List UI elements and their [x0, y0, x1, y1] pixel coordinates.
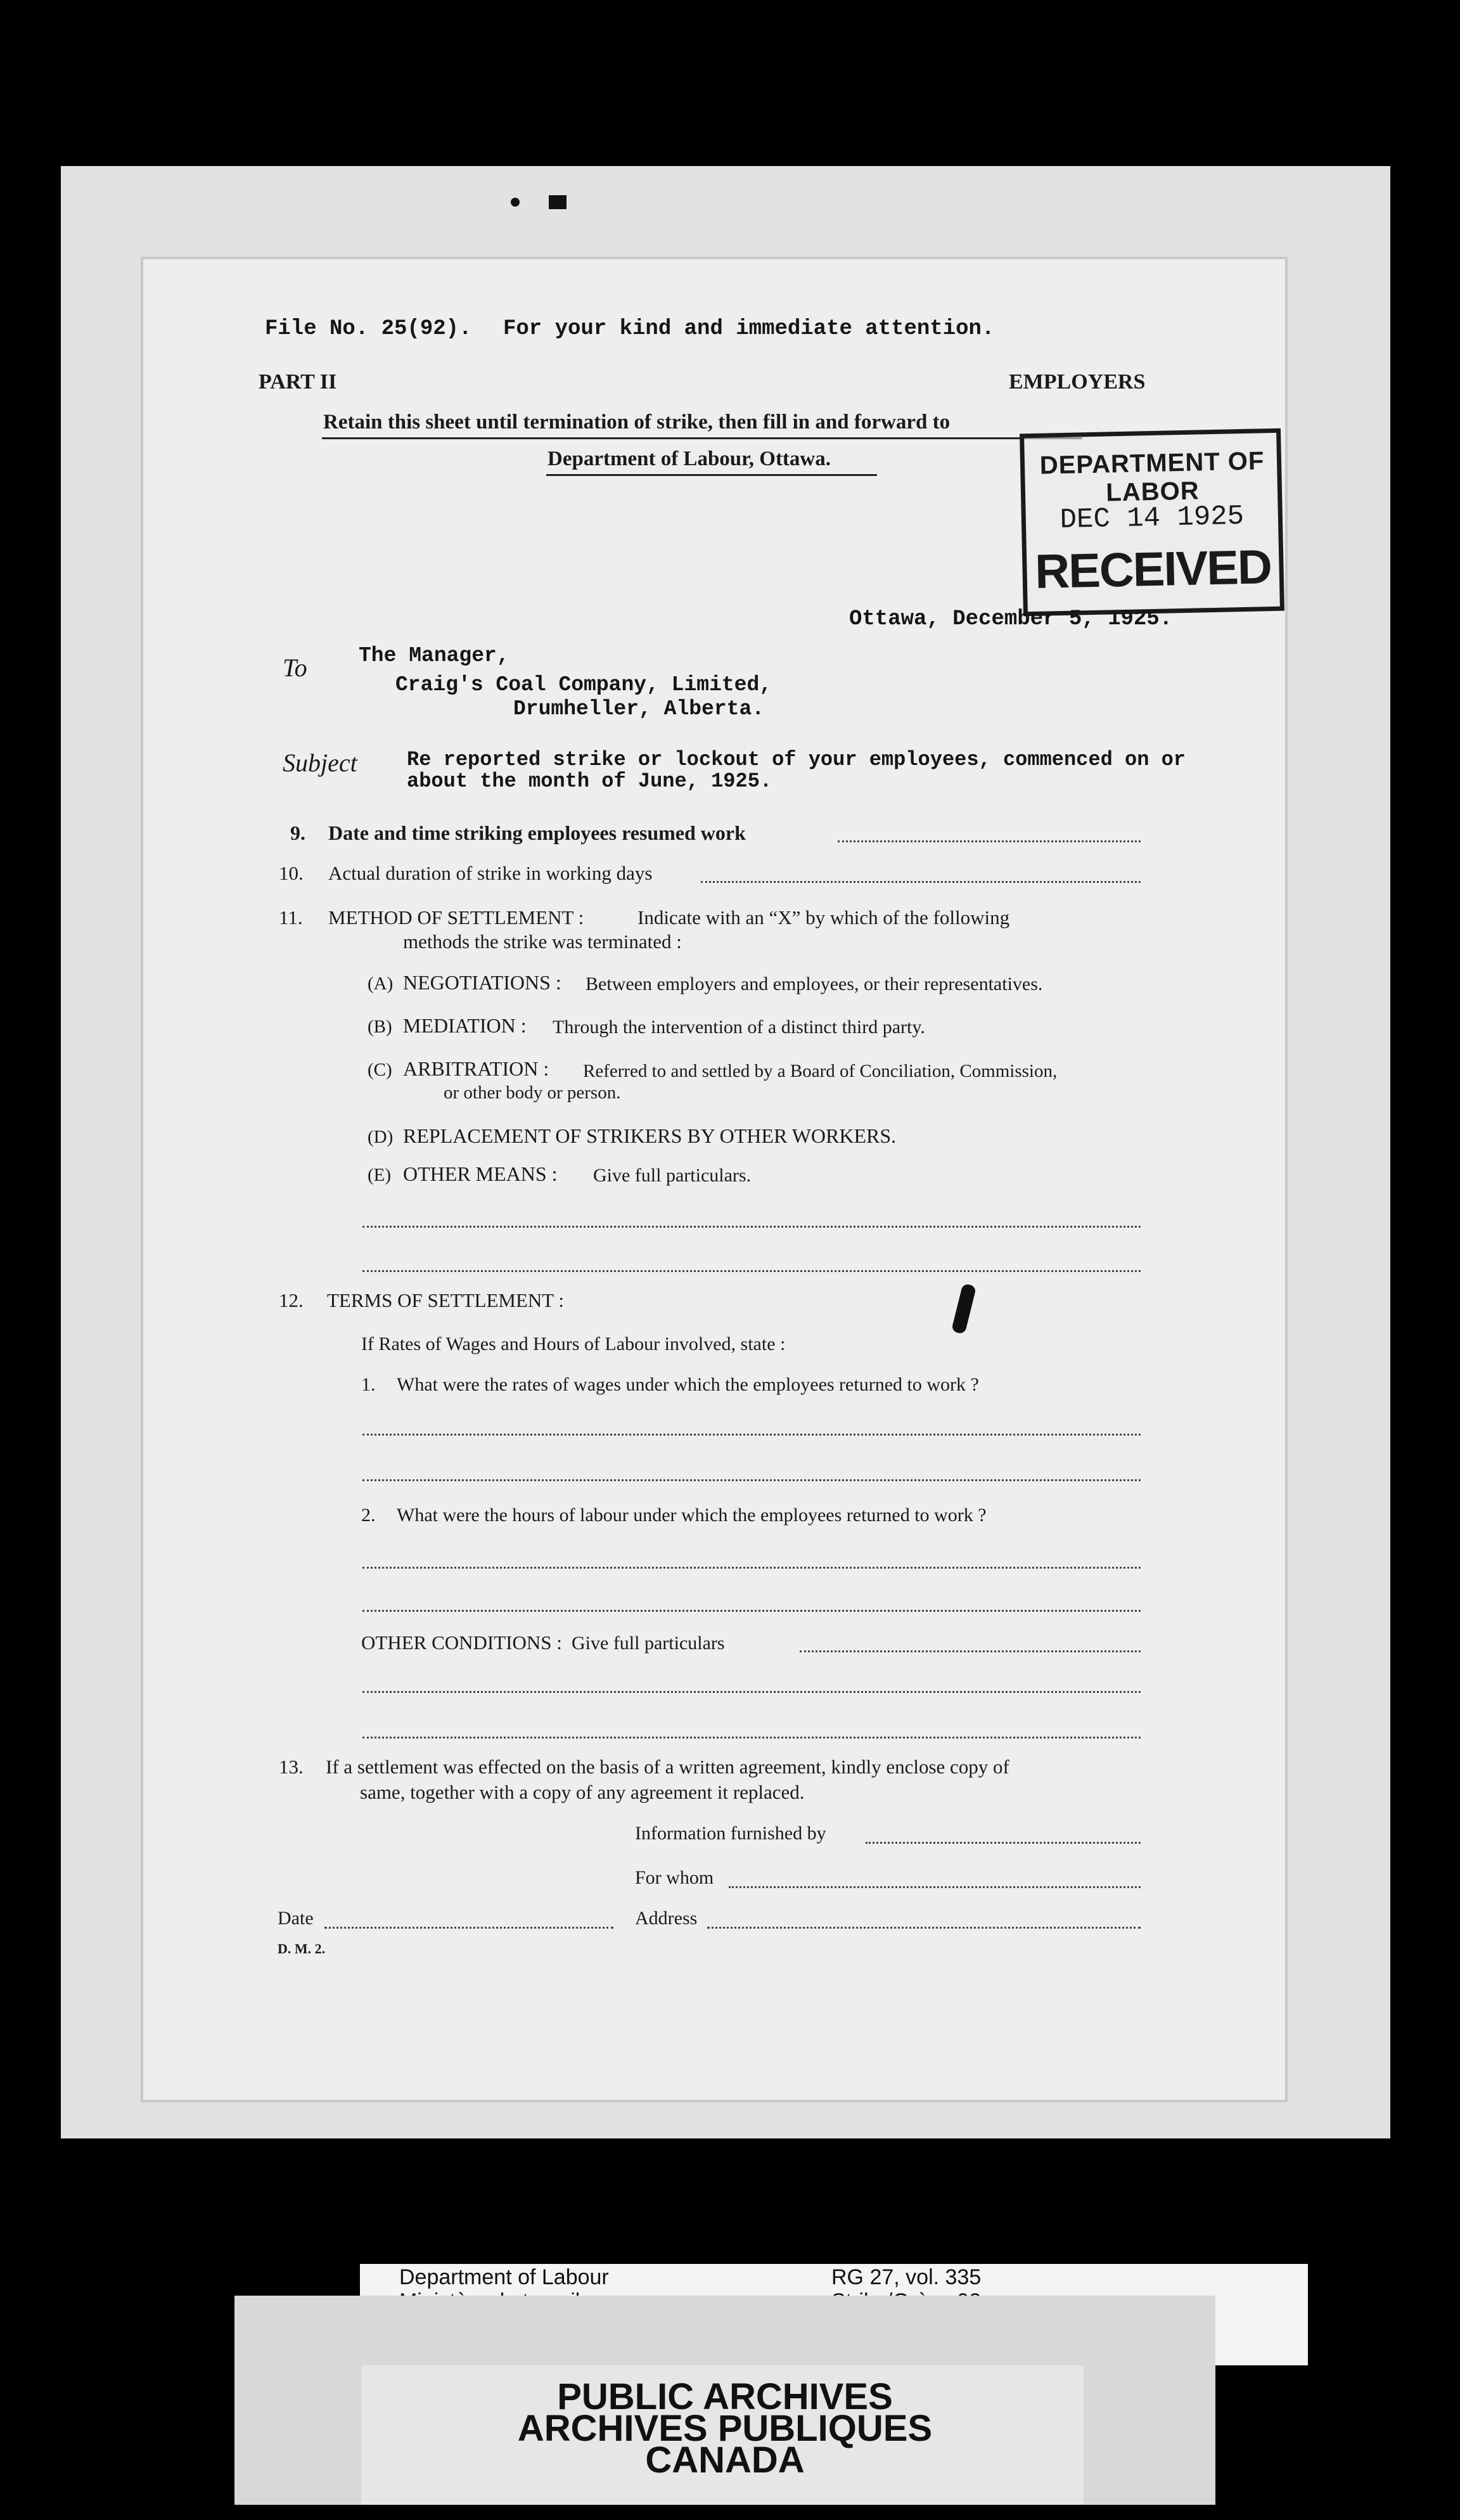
instruction-underline — [322, 437, 1082, 439]
q11-heading: METHOD OF SETTLEMENT : — [328, 906, 584, 929]
option-a-heading[interactable]: NEGOTIATIONS : — [403, 971, 561, 994]
archives-line-3: CANADA — [645, 2440, 805, 2481]
option-e-text: Give full particulars. — [593, 1165, 752, 1186]
option-e-answer-line[interactable] — [362, 1270, 1141, 1272]
option-c-letter: (C) — [368, 1060, 392, 1080]
q12-heading: TERMS OF SETTLEMENT : — [327, 1289, 565, 1311]
date-field[interactable] — [324, 1927, 613, 1929]
q10-label: Actual duration of strike in working days — [328, 862, 653, 884]
other-conditions-answer-line[interactable] — [800, 1650, 1141, 1652]
q11-instruction-2: methods the strike was terminated : — [403, 930, 682, 953]
option-b-heading[interactable]: MEDIATION : — [403, 1014, 527, 1037]
q11-number: 11. — [279, 906, 303, 929]
other-conditions-answer-line[interactable] — [362, 1691, 1141, 1693]
q12-2-question: What were the hours of labour under which the employees returned to work ? — [397, 1505, 987, 1526]
address-label: Address — [635, 1908, 698, 1929]
q10-number: 10. — [279, 862, 304, 884]
other-conditions-answer-line[interactable] — [362, 1737, 1141, 1739]
option-d-heading[interactable]: REPLACEMENT OF STRIKERS BY OTHER WORKERS. — [403, 1124, 897, 1147]
stamp-department: DEPARTMENT OF LABOR — [1039, 447, 1265, 507]
date-label: Date — [278, 1908, 314, 1929]
q12-number: 12. — [279, 1289, 304, 1311]
q11-instruction-1: Indicate with an “X” by which of the following — [637, 906, 1010, 929]
subject-line-2: about the month of June, 1925. — [407, 769, 772, 793]
option-e-letter: (E) — [368, 1165, 392, 1185]
instruction-underline — [546, 474, 877, 476]
stamp-date: DEC 14 1925 — [1060, 500, 1245, 537]
option-a-letter: (A) — [368, 974, 394, 994]
address-field[interactable] — [707, 1927, 1141, 1929]
q9-answer-line[interactable] — [838, 840, 1141, 842]
option-c-heading[interactable]: ARBITRATION : — [403, 1057, 549, 1080]
q12-intro: If Rates of Wages and Hours of Labour involved, state : — [361, 1334, 786, 1354]
q13-text-1: If a settlement was effected on the basis of a written agreement, kindly enclose copy of — [326, 1756, 1009, 1778]
q10-answer-line[interactable] — [701, 881, 1141, 883]
q12-2-number: 2. — [361, 1505, 376, 1526]
q13-text-2: same, together with a copy of any agreement it replaced. — [360, 1781, 805, 1803]
option-c-text-1: Referred to and settled by a Board of Conciliation, Commission, — [583, 1061, 1058, 1081]
instruction-line-1: Retain this sheet until termination of strike, then fill in and forward to — [323, 411, 951, 434]
q12-1-question: What were the rates of wages under which the employees returned to work ? — [397, 1374, 979, 1395]
file-number: File No. 25(92). — [265, 317, 472, 341]
other-conditions-heading: OTHER CONDITIONS : — [361, 1631, 562, 1654]
employers-label: EMPLOYERS — [1009, 370, 1146, 394]
option-b-text: Through the intervention of a distinct third party. — [553, 1017, 925, 1038]
info-furnished-field[interactable] — [866, 1842, 1141, 1844]
option-c-text-2: or other body or person. — [444, 1083, 621, 1103]
for-whom-field[interactable] — [729, 1886, 1141, 1888]
q12-1-answer-line[interactable] — [362, 1479, 1141, 1481]
to-label: To — [283, 653, 307, 682]
option-e-heading[interactable]: OTHER MEANS : — [403, 1162, 558, 1185]
q12-1-answer-line[interactable] — [362, 1434, 1141, 1436]
archives-line-2: ARCHIVES PUBLIQUES — [517, 2408, 933, 2449]
hole-punch-mark — [511, 198, 520, 207]
subject-line-1: Re reported strike or lockout of your employees, commenced on or — [407, 748, 1186, 771]
part-label: PART II — [259, 370, 337, 394]
q12-2-answer-line[interactable] — [362, 1567, 1141, 1569]
archive-dept-en: Department of Labour — [399, 2265, 609, 2289]
q9-label: Date and time striking employees resumed work — [328, 821, 746, 844]
recipient-line-3: Drumheller, Alberta. — [513, 697, 765, 721]
option-b-letter: (B) — [368, 1017, 392, 1037]
archive-reference: RG 27, vol. 335 — [831, 2265, 982, 2289]
info-furnished-label: Information furnished by — [635, 1823, 826, 1844]
q9-number: 9. — [290, 821, 305, 844]
place-date: Ottawa, December 5, 1925. — [849, 607, 1173, 631]
q13-number: 13. — [279, 1756, 304, 1778]
other-conditions-text: Give full particulars — [572, 1633, 725, 1654]
hole-punch-mark — [549, 195, 567, 209]
recipient-line-2: Craig's Coal Company, Limited, — [395, 673, 772, 697]
archives-line-1: PUBLIC ARCHIVES — [557, 2376, 893, 2417]
for-whom-label: For whom — [635, 1867, 714, 1888]
subject-label: Subject — [283, 749, 357, 777]
instruction-line-2: Department of Labour, Ottawa. — [548, 447, 831, 470]
recipient-line-1: The Manager, — [359, 644, 509, 667]
q12-1-number: 1. — [361, 1374, 376, 1395]
attention-note: For your kind and immediate attention. — [503, 317, 995, 341]
option-d-letter: (D) — [368, 1127, 394, 1147]
q12-2-answer-line[interactable] — [362, 1610, 1141, 1612]
option-e-answer-line[interactable] — [362, 1226, 1141, 1228]
option-a-text: Between employers and employees, or their representatives. — [586, 974, 1043, 994]
received-stamp — [1020, 428, 1284, 617]
stamp-received: RECEIVED — [1034, 540, 1272, 599]
public-archives-card — [234, 2296, 1215, 2505]
form-code: D. M. 2. — [278, 1941, 326, 1957]
